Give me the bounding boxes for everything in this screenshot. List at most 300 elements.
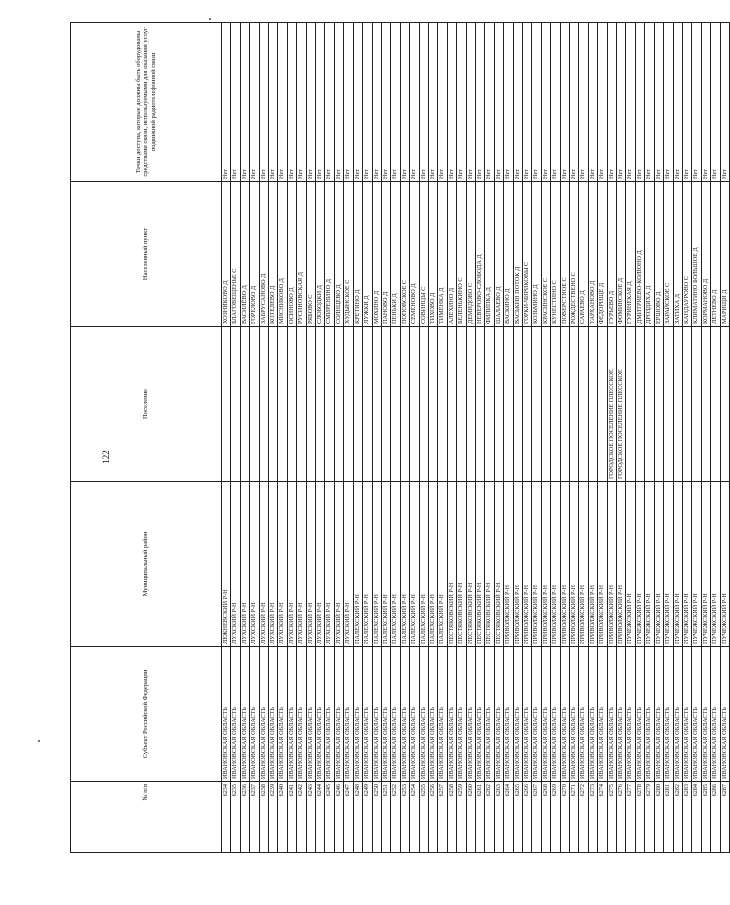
cell-access-point: Нет [692, 23, 701, 182]
cell-num: 6275 [607, 782, 616, 853]
cell-settlement [475, 327, 484, 482]
cell-access-point: Нет [645, 23, 654, 182]
cell-municipal: ЛУХСКИЙ Р-Н [316, 482, 325, 647]
cell-subject: ИВАНОВСКАЯ ОБЛАСТЬ [250, 647, 259, 782]
cell-municipal: ПЕСТЯКОВСКИЙ Р-Н [447, 482, 456, 647]
cell-municipal: ПРИВОЛЖСКИЙ Р-Н [513, 482, 522, 647]
cell-subject: ИВАНОВСКАЯ ОБЛАСТЬ [551, 647, 560, 782]
cell-municipal: ПУЧЕЖСКИЙ Р-Н [701, 482, 710, 647]
table-row [570, 23, 579, 853]
cell-subject: ИВАНОВСКАЯ ОБЛАСТЬ [673, 647, 682, 782]
cell-access-point: Нет [466, 23, 475, 182]
table-row [711, 23, 720, 853]
cell-subject: ИВАНОВСКАЯ ОБЛАСТЬ [504, 647, 513, 782]
locality-table [70, 22, 730, 853]
cell-locality: ХУДЫНСКОЕ С [344, 182, 353, 327]
cell-access-point: Нет [551, 23, 560, 182]
cell-settlement [419, 327, 428, 482]
cell-num: 6258 [447, 782, 456, 853]
cell-num: 6254 [410, 782, 419, 853]
table-row [297, 23, 306, 853]
cell-settlement [325, 327, 334, 482]
table-row [513, 23, 522, 853]
cell-num: 6239 [269, 782, 278, 853]
cell-num: 6280 [654, 782, 663, 853]
cell-subject: ИВАНОВСКАЯ ОБЛАСТЬ [588, 647, 597, 782]
cell-num: 6238 [259, 782, 268, 853]
table-row [598, 23, 607, 853]
cell-locality: ТИМЕНКА Д [438, 182, 447, 327]
table-row [551, 23, 560, 853]
table-row [532, 23, 541, 853]
table-row [428, 23, 437, 853]
cell-subject: ИВАНОВСКАЯ ОБЛАСТЬ [466, 647, 475, 782]
cell-settlement [344, 327, 353, 482]
cell-settlement [711, 327, 720, 482]
cell-settlement [523, 327, 532, 482]
cell-locality: ЗАТИХА Д [673, 182, 682, 327]
table-row [231, 23, 240, 853]
cell-locality: СЛОБОДКИ Д [316, 182, 325, 327]
cell-access-point: Нет [457, 23, 466, 182]
cell-municipal: ПУЧЕЖСКИЙ Р-Н [720, 482, 729, 647]
cell-municipal: ЛУХСКИЙ Р-Н [278, 482, 287, 647]
table-row [504, 23, 513, 853]
cell-locality: ОСИНОВО Д [287, 182, 296, 327]
page-number: 122 [101, 450, 111, 464]
table-row [447, 23, 456, 853]
cell-locality: САРАЕВО Д [579, 182, 588, 327]
document-table-rotated [70, 27, 728, 853]
cell-settlement [494, 327, 503, 482]
table-row [269, 23, 278, 853]
cell-access-point: Нет [607, 23, 616, 182]
cell-locality: КОЗЬМИНО Д [532, 182, 541, 327]
cell-settlement [485, 327, 494, 482]
cell-settlement [306, 327, 315, 482]
cell-locality: ПАНОВО Д [381, 182, 390, 327]
cell-locality: АЛЕХИНО Д [447, 182, 456, 327]
cell-access-point: Нет [485, 23, 494, 182]
cell-locality: ВАСКИНО Д [504, 182, 513, 327]
cell-settlement [513, 327, 522, 482]
cell-num: 6282 [673, 782, 682, 853]
cell-num: 6240 [278, 782, 287, 853]
cell-access-point: Нет [363, 23, 372, 182]
cell-settlement [532, 327, 541, 482]
cell-municipal: ПРИВОЛЖСКИЙ Р-Н [588, 482, 597, 647]
cell-subject: ИВАНОВСКАЯ ОБЛАСТЬ [654, 647, 663, 782]
cell-municipal: ПУЧЕЖСКИЙ Р-Н [673, 482, 682, 647]
cell-access-point: Нет [400, 23, 409, 182]
cell-num: 6271 [570, 782, 579, 853]
cell-settlement [231, 327, 240, 482]
cell-settlement [541, 327, 550, 482]
cell-settlement [438, 327, 447, 482]
table-row [306, 23, 315, 853]
cell-locality: СОЛНЦЕВО Д [334, 182, 343, 327]
cell-num: 6251 [381, 782, 390, 853]
cell-settlement [400, 327, 409, 482]
cell-subject: ИВАНОВСКАЯ ОБЛАСТЬ [269, 647, 278, 782]
cell-locality: СОВИНЦЫ С [419, 182, 428, 327]
cell-subject: ИВАНОВСКАЯ ОБЛАСТЬ [287, 647, 296, 782]
cell-settlement [645, 327, 654, 482]
cell-subject: ИВАНОВСКАЯ ОБЛАСТЬ [278, 647, 287, 782]
cell-access-point: Нет [626, 23, 635, 182]
cell-subject: ИВАНОВСКАЯ ОБЛАСТЬ [513, 647, 522, 782]
cell-num: 6245 [325, 782, 334, 853]
cell-subject: ИВАНОВСКАЯ ОБЛАСТЬ [541, 647, 550, 782]
cell-access-point: Нет [372, 23, 381, 182]
cell-settlement [598, 327, 607, 482]
header-subject: Субъект Российской Федерации [71, 647, 222, 782]
cell-locality: КРАСИНСКОЕ С [541, 182, 550, 327]
table-row [475, 23, 484, 853]
cell-municipal: ПЕСТЯКОВСКИЙ Р-Н [475, 482, 484, 647]
cell-municipal: ПУЧЕЖСКИЙ Р-Н [645, 482, 654, 647]
cell-num: 6241 [287, 782, 296, 853]
cell-settlement [626, 327, 635, 482]
cell-locality: ЛЕТНЕВО Д [711, 182, 720, 327]
cell-num: 6261 [475, 782, 484, 853]
cell-access-point: Нет [447, 23, 456, 182]
cell-municipal: ЛУХСКИЙ Р-Н [259, 482, 268, 647]
cell-settlement [353, 327, 362, 482]
table-row [259, 23, 268, 853]
cell-locality: ФОМИНСКОЕ Д [617, 182, 626, 327]
table-header-row [71, 23, 222, 853]
cell-locality: ЗАРАЙСКОЕ С [664, 182, 673, 327]
cell-locality: БЛАГОВЕЩЕНЬЕ С [231, 182, 240, 327]
cell-access-point: Нет [306, 23, 315, 182]
cell-subject: ИВАНОВСКАЯ ОБЛАСТЬ [701, 647, 710, 782]
cell-settlement [240, 327, 249, 482]
table-row [494, 23, 503, 853]
table-row [523, 23, 532, 853]
cell-locality: ГОРЕЛОВО Д [250, 182, 259, 327]
cell-subject: ИВАНОВСКАЯ ОБЛАСТЬ [682, 647, 691, 782]
cell-num: 6281 [664, 782, 673, 853]
speck [38, 740, 40, 742]
cell-access-point: Нет [513, 23, 522, 182]
table-row [645, 23, 654, 853]
cell-num: 6250 [372, 782, 381, 853]
cell-municipal: ПРИВОЛЖСКИЙ Р-Н [560, 482, 569, 647]
table-row [673, 23, 682, 853]
cell-municipal: ПРИВОЛЖСКИЙ Р-Н [551, 482, 560, 647]
table-body [222, 23, 730, 853]
cell-settlement [447, 327, 456, 482]
header-num: № п/п [71, 782, 222, 853]
cell-access-point: Нет [720, 23, 729, 182]
cell-access-point: Нет [419, 23, 428, 182]
cell-num: 6259 [457, 782, 466, 853]
cell-settlement [682, 327, 691, 482]
cell-num: 6278 [635, 782, 644, 853]
cell-subject: ИВАНОВСКАЯ ОБЛАСТЬ [570, 647, 579, 782]
table-row [316, 23, 325, 853]
cell-access-point: Нет [334, 23, 343, 182]
cell-num: 6243 [306, 782, 315, 853]
cell-subject: ИВАНОВСКАЯ ОБЛАСТЬ [447, 647, 456, 782]
table-row [222, 23, 231, 853]
cell-subject: ИВАНОВСКАЯ ОБЛАСТЬ [259, 647, 268, 782]
cell-locality: ПОВЕРСТНОЕ С [560, 182, 569, 327]
cell-num: 6268 [541, 782, 550, 853]
cell-municipal: ЛУХСКИЙ Р-Н [334, 482, 343, 647]
cell-settlement [381, 327, 390, 482]
cell-num: 6264 [504, 782, 513, 853]
cell-num: 6284 [692, 782, 701, 853]
cell-subject: ИВАНОВСКАЯ ОБЛАСТЬ [391, 647, 400, 782]
cell-municipal: ПРИВОЛЖСКИЙ Р-Н [579, 482, 588, 647]
cell-locality: КАНДАУРОВО С [682, 182, 691, 327]
cell-subject: ИВАНОВСКАЯ ОБЛАСТЬ [381, 647, 390, 782]
cell-num: 6262 [485, 782, 494, 853]
cell-num: 6277 [626, 782, 635, 853]
cell-locality: РЯБОВО С [306, 182, 315, 327]
cell-settlement [692, 327, 701, 482]
cell-num: 6260 [466, 782, 475, 853]
cell-num: 6286 [711, 782, 720, 853]
cell-municipal: ЛЕЖНЕВСКИЙ Р-Н [222, 482, 231, 647]
cell-access-point: Нет [269, 23, 278, 182]
cell-subject: ИВАНОВСКАЯ ОБЛАСТЬ [532, 647, 541, 782]
cell-subject: ИВАНОВСКАЯ ОБЛАСТЬ [475, 647, 484, 782]
table-row [250, 23, 259, 853]
cell-settlement [410, 327, 419, 482]
table-row [692, 23, 701, 853]
cell-municipal: ПРИВОЛЖСКИЙ Р-Н [532, 482, 541, 647]
table-row [457, 23, 466, 853]
table-row [278, 23, 287, 853]
cell-access-point: Нет [287, 23, 296, 182]
cell-access-point: Нет [231, 23, 240, 182]
cell-subject: ИВАНОВСКАЯ ОБЛАСТЬ [664, 647, 673, 782]
cell-access-point: Нет [259, 23, 268, 182]
cell-locality: КЛИМАТИНО БОЛЬШОЕ Д [692, 182, 701, 327]
cell-municipal: ПУЧЕЖСКИЙ Р-Н [635, 482, 644, 647]
cell-municipal: ПРИВОЛЖСКИЙ Р-Н [607, 482, 616, 647]
table-row [400, 23, 409, 853]
table-row [391, 23, 400, 853]
header-municipal: Муниципальный район [71, 482, 222, 647]
cell-municipal: ЛУХСКИЙ Р-Н [306, 482, 315, 647]
cell-subject: ИВАНОВСКАЯ ОБЛАСТЬ [438, 647, 447, 782]
cell-subject: ИВАНОВСКАЯ ОБЛАСТЬ [363, 647, 372, 782]
cell-locality: ФИЛИПКА Д [485, 182, 494, 327]
table-row [720, 23, 729, 853]
cell-num: 6266 [523, 782, 532, 853]
cell-access-point: Нет [410, 23, 419, 182]
cell-settlement [334, 327, 343, 482]
cell-locality: БЕЛЕНЬКИНО С [457, 182, 466, 327]
cell-municipal: ПРИВОЛЖСКИЙ Р-Н [523, 482, 532, 647]
cell-subject: ИВАНОВСКАЯ ОБЛАСТЬ [325, 647, 334, 782]
table-row [466, 23, 475, 853]
cell-municipal: ЛУХСКИЙ Р-Н [240, 482, 249, 647]
cell-subject: ИВАНОВСКАЯ ОБЛАСТЬ [222, 647, 231, 782]
cell-num: 6273 [588, 782, 597, 853]
cell-access-point: Нет [673, 23, 682, 182]
cell-locality: ВАСЬКИН ПОТОК Д [513, 182, 522, 327]
cell-settlement [673, 327, 682, 482]
cell-num: 6252 [391, 782, 400, 853]
cell-num: 6270 [560, 782, 569, 853]
cell-num: 6248 [353, 782, 362, 853]
cell-locality: ДЕМИДОВО С [466, 182, 475, 327]
cell-municipal: ПАЛЕХСКИЙ Р-Н [419, 482, 428, 647]
cell-subject: ИВАНОВСКАЯ ОБЛАСТЬ [306, 647, 315, 782]
cell-subject: ИВАНОВСКАЯ ОБЛАСТЬ [711, 647, 720, 782]
cell-subject: ИВАНОВСКАЯ ОБЛАСТЬ [579, 647, 588, 782]
cell-locality: ТАРХАНОВО Д [588, 182, 597, 327]
cell-subject: ИВАНОВСКАЯ ОБЛАСТЬ [344, 647, 353, 782]
cell-settlement: ГОРОДСКОЕ ПОСЕЛЕНИЕ ПЛЕССКОЕ [617, 327, 626, 482]
cell-num: 6253 [400, 782, 409, 853]
table-row [410, 23, 419, 853]
table-row [334, 23, 343, 853]
cell-access-point: Нет [428, 23, 437, 182]
cell-locality: НЕВЕРОВО-СЛОБОДА Д [475, 182, 484, 327]
cell-settlement [560, 327, 569, 482]
cell-municipal: ПАЛЕХСКИЙ Р-Н [391, 482, 400, 647]
cell-municipal: ПАЛЕХСКИЙ Р-Н [372, 482, 381, 647]
cell-locality: ХОЗНИКОВО Д [222, 182, 231, 327]
table-row [607, 23, 616, 853]
cell-municipal: ПАЛЕХСКИЙ Р-Н [381, 482, 390, 647]
cell-municipal: ПРИВОЛЖСКИЙ Р-Н [617, 482, 626, 647]
table-row [588, 23, 597, 853]
table-row [353, 23, 362, 853]
cell-municipal: ПАЛЕХСКИЙ Р-Н [400, 482, 409, 647]
cell-locality: ПОПОВСКОЕ С [400, 182, 409, 327]
header-access-point: Точки доступа, которые должны быть оборудованы средствами связи, используемыми для оказания услуг подвижной радиотелефонной связи [71, 23, 222, 182]
cell-settlement [269, 327, 278, 482]
cell-locality: ГОРКИ-ЧИРИКОВЫ С [523, 182, 532, 327]
cell-municipal: ЛУХСКИЙ Р-Н [287, 482, 296, 647]
cell-num: 6263 [494, 782, 503, 853]
cell-num: 6272 [579, 782, 588, 853]
cell-subject: ИВАНОВСКАЯ ОБЛАСТЬ [635, 647, 644, 782]
table-row [363, 23, 372, 853]
cell-settlement [664, 327, 673, 482]
table-row [438, 23, 447, 853]
cell-settlement [316, 327, 325, 482]
cell-subject: ИВАНОВСКАЯ ОБЛАСТЬ [494, 647, 503, 782]
cell-num: 6236 [240, 782, 249, 853]
cell-municipal: ПРИВОЛЖСКИЙ Р-Н [504, 482, 513, 647]
cell-subject: ИВАНОВСКАЯ ОБЛАСТЬ [419, 647, 428, 782]
cell-access-point: Нет [570, 23, 579, 182]
cell-subject: ИВАНОВСКАЯ ОБЛАСТЬ [353, 647, 362, 782]
cell-access-point: Нет [494, 23, 503, 182]
cell-access-point: Нет [523, 23, 532, 182]
cell-subject: ИВАНОВСКАЯ ОБЛАСТЬ [626, 647, 635, 782]
cell-locality: ДРОЗДИХА Д [645, 182, 654, 327]
cell-locality: ШАЛАЕВО Д [494, 182, 503, 327]
cell-municipal: ПЕСТЯКОВСКИЙ Р-Н [457, 482, 466, 647]
cell-num: 6256 [428, 782, 437, 853]
cell-municipal: ПУЧЕЖСКИЙ Р-Н [626, 482, 635, 647]
cell-subject: ИВАНОВСКАЯ ОБЛАСТЬ [523, 647, 532, 782]
cell-num: 6247 [344, 782, 353, 853]
cell-settlement [363, 327, 372, 482]
cell-access-point: Нет [588, 23, 597, 182]
cell-settlement [654, 327, 663, 482]
cell-locality: КОРМАНОВО Д [701, 182, 710, 327]
cell-subject: ИВАНОВСКАЯ ОБЛАСТЬ [645, 647, 654, 782]
cell-settlement [701, 327, 710, 482]
cell-settlement: ГОРОДСКОЕ ПОСЕЛЕНИЕ ПЛЕССКОЕ [607, 327, 616, 482]
cell-num: 6255 [419, 782, 428, 853]
header-locality: Населенный пункт [71, 182, 222, 327]
cell-subject: ИВАНОВСКАЯ ОБЛАСТЬ [240, 647, 249, 782]
cell-num: 6287 [720, 782, 729, 853]
header-settlement: Поселение [71, 327, 222, 482]
cell-municipal: ЛУХСКИЙ Р-Н [231, 482, 240, 647]
cell-settlement [635, 327, 644, 482]
cell-locality: МАРИЩИ Д [720, 182, 729, 327]
cell-settlement [222, 327, 231, 482]
cell-access-point: Нет [504, 23, 513, 182]
cell-locality: СЕМЕНОВО Д [410, 182, 419, 327]
cell-locality: КОТЕЛЕВО Д [269, 182, 278, 327]
cell-locality: МОХИНО Д [372, 182, 381, 327]
cell-num: 6249 [363, 782, 372, 853]
cell-subject: ИВАНОВСКАЯ ОБЛАСТЬ [410, 647, 419, 782]
cell-subject: ИВАНОВСКАЯ ОБЛАСТЬ [692, 647, 701, 782]
table-row [579, 23, 588, 853]
table-row [541, 23, 550, 853]
cell-num: 6246 [334, 782, 343, 853]
cell-num: 6235 [231, 782, 240, 853]
table-row [485, 23, 494, 853]
cell-settlement [278, 327, 287, 482]
cell-num: 6279 [645, 782, 654, 853]
cell-locality: ФЕДОРИЩЕ Д [598, 182, 607, 327]
cell-locality: ГУРИНЕКАЯ Д [626, 182, 635, 327]
cell-subject: ИВАНОВСКАЯ ОБЛАСТЬ [617, 647, 626, 782]
cell-num: 6257 [438, 782, 447, 853]
table-row [287, 23, 296, 853]
cell-locality: СМИРЕНИНО Д [325, 182, 334, 327]
table-row [372, 23, 381, 853]
table-row [325, 23, 334, 853]
cell-subject: ИВАНОВСКАЯ ОБЛАСТЬ [598, 647, 607, 782]
cell-num: 6269 [551, 782, 560, 853]
cell-access-point: Нет [250, 23, 259, 182]
cell-num: 6237 [250, 782, 259, 853]
cell-subject: ИВАНОВСКАЯ ОБЛАСТЬ [607, 647, 616, 782]
cell-settlement [720, 327, 729, 482]
cell-municipal: ПЕСТЯКОВСКИЙ Р-Н [485, 482, 494, 647]
cell-municipal: ПУЧЕЖСКИЙ Р-Н [711, 482, 720, 647]
cell-locality: ЗАБРУСАНОВО Д [259, 182, 268, 327]
cell-access-point: Нет [316, 23, 325, 182]
table-row [344, 23, 353, 853]
cell-subject: ИВАНОВСКАЯ ОБЛАСТЬ [428, 647, 437, 782]
cell-subject: ИВАНОВСКАЯ ОБЛАСТЬ [334, 647, 343, 782]
cell-municipal: ПЕСТЯКОВСКИЙ Р-Н [494, 482, 503, 647]
table-row [654, 23, 663, 853]
cell-access-point: Нет [560, 23, 569, 182]
cell-municipal: ПАЛЕХСКИЙ Р-Н [410, 482, 419, 647]
cell-settlement [588, 327, 597, 482]
cell-access-point: Нет [532, 23, 541, 182]
cell-access-point: Нет [381, 23, 390, 182]
